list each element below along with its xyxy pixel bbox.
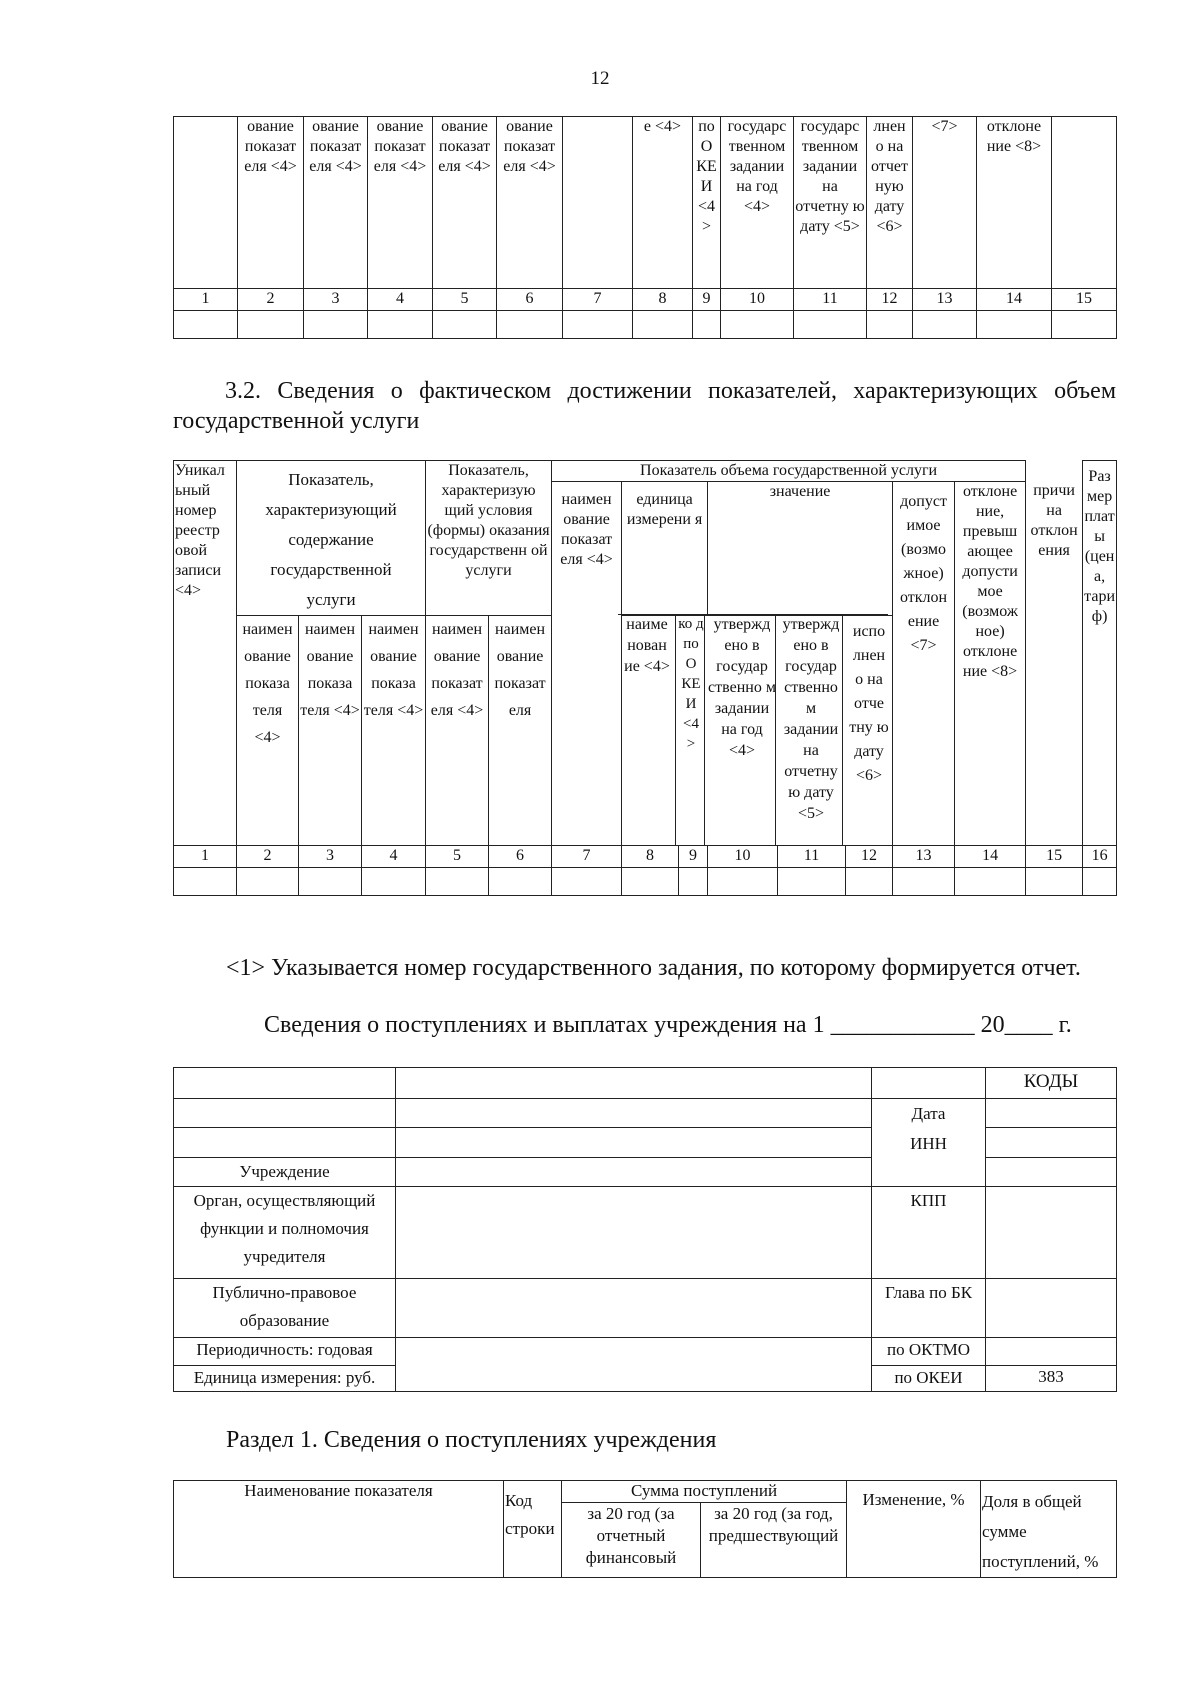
bk-chapter-code (986, 1279, 1117, 1338)
approved-date-sub: утвержд ено в государ ственно м задании на отчетну ю дату <5> (782, 616, 840, 822)
volume-indicator-header: Показатель объема государственной услуги (552, 461, 1026, 482)
col-number: 7 (563, 289, 633, 311)
unit-header: единица измерени я (622, 482, 708, 616)
bk-chapter-label: Глава по БК (872, 1279, 986, 1338)
kpp-label: КПП (872, 1187, 986, 1279)
data-cell (563, 311, 633, 339)
col-number: 11 (778, 846, 846, 868)
date-blank: ____________ (830, 1012, 975, 1038)
col-number: 13 (893, 846, 955, 868)
col-number: 3 (304, 289, 368, 311)
cell: отклоне ние <8> (977, 117, 1052, 289)
inn-code (986, 1128, 1117, 1158)
receipts-title-text: Сведения о поступлениях и выплатах учреждения на 1 (264, 1012, 825, 1038)
col-number: 15 (1026, 846, 1083, 868)
cell (396, 1128, 872, 1158)
col-number: 5 (433, 289, 497, 311)
section-1-title: Раздел 1. Сведения о поступлениях учреждения (226, 1427, 717, 1453)
cell: <7> (913, 117, 977, 289)
data-cell (794, 311, 867, 339)
share-header: Доля в общей сумме поступлений, % (981, 1481, 1117, 1578)
founder-label: Орган, осуществляющий функции и полномочия учредителя (174, 1187, 396, 1279)
conditions-sub-header: наимен ование показат еля <4> (426, 616, 489, 846)
allowed-deviation-header: допуст имое (возмо жное) отклон ение <7> (893, 482, 955, 846)
col-number: 14 (977, 289, 1052, 311)
periodicity-label: Периодичность: годовая (174, 1338, 396, 1366)
date-label: Дата (872, 1099, 986, 1128)
unit-value-subcells (619, 614, 887, 845)
col-number: 7 (552, 846, 622, 868)
col-number: 15 (1052, 289, 1117, 311)
cell (986, 1158, 1117, 1187)
content-indicator-header: Показатель, характеризующий содержание государственной услуги (237, 461, 426, 616)
value-header: значение (708, 482, 893, 616)
reason-header (1026, 461, 1083, 846)
line-code-header: Код строки (504, 1481, 562, 1578)
cell: ование показат еля <4> (497, 117, 563, 289)
sum-prev-header: за 20 год (за год, предшествующий (701, 1503, 847, 1578)
page-number: 12 (590, 68, 610, 89)
data-cell (977, 311, 1052, 339)
cell (396, 1366, 872, 1392)
cell (174, 117, 238, 289)
data-cell (708, 868, 778, 896)
data-cell (1026, 868, 1083, 896)
cell (563, 117, 633, 289)
year-suffix: г. (1058, 1012, 1072, 1038)
data-cell (174, 311, 238, 339)
codes-table (173, 1067, 1117, 1392)
data-cell (552, 868, 622, 896)
col-number: 16 (1083, 846, 1117, 868)
data-cell (622, 868, 679, 896)
quality-indicators-table (173, 116, 1117, 339)
data-cell (1083, 868, 1117, 896)
date-code (986, 1099, 1117, 1128)
approved-year-sub: утвержд ено в государ ственно м задании на год <4> (708, 616, 776, 759)
col-number: 9 (693, 289, 721, 311)
cell (396, 1068, 872, 1099)
col-number: 6 (497, 289, 563, 311)
sub-rule (842, 614, 843, 846)
cell: государс твенном задании на год <4> (721, 117, 794, 289)
data-cell (433, 311, 497, 339)
inn-label: ИНН (872, 1128, 986, 1158)
col-number: 1 (174, 289, 238, 311)
data-cell (1052, 311, 1117, 339)
receipts-sum-header: Сумма поступлений (562, 1481, 847, 1503)
done-sub: испо лнен о на отче тну ю дату <6> (849, 623, 889, 784)
unit-label: Единица измерения: руб. (174, 1366, 396, 1392)
col-number: 8 (622, 846, 679, 868)
sum-current-header: за 20 год (за отчетный финансовый (562, 1503, 701, 1578)
oktmo-label: по ОКТМО (872, 1338, 986, 1366)
data-cell (426, 868, 489, 896)
col-number: 5 (426, 846, 489, 868)
data-cell (778, 868, 846, 896)
col-number: 4 (362, 846, 426, 868)
data-cell (362, 868, 426, 896)
okei-label: по ОКЕИ (872, 1366, 986, 1392)
cell (396, 1187, 872, 1279)
col-number: 6 (489, 846, 552, 868)
col-number: 13 (913, 289, 977, 311)
conditions-indicator-header: Показатель, характеризую щий условия (формы) оказания государственн ой услуги (426, 461, 552, 616)
unique-number-header: Уникал ьный номер реестр овой записи <4> (174, 461, 237, 846)
col-number: 8 (633, 289, 693, 311)
cell: по О КЕ И <4 > (693, 117, 721, 289)
col-number: 9 (679, 846, 708, 868)
data-cell (489, 868, 552, 896)
data-cell (679, 868, 708, 896)
data-cell (913, 311, 977, 339)
col-number: 10 (721, 289, 794, 311)
data-cell (237, 868, 299, 896)
col-number: 12 (846, 846, 893, 868)
col-number: 4 (368, 289, 433, 311)
cell (872, 1068, 986, 1099)
content-sub-header: наимен ование показа теля <4> (299, 616, 362, 846)
footnote: <1> Указывается номер государственного задания, по которому формируется отчет. (226, 955, 1081, 981)
size-header: Раз мер плат ы (цен а, тари ф) (1083, 461, 1117, 846)
okei-code: 383 (986, 1366, 1117, 1392)
public-entity-label: Публично-правовое образование (174, 1279, 396, 1338)
unit-name-sub: наиме нован ие <4> (624, 616, 670, 675)
col-number: 11 (794, 289, 867, 311)
col-number: 10 (708, 846, 778, 868)
content-sub-header: наимен ование показа теля <4> (237, 616, 299, 846)
data-cell (304, 311, 368, 339)
data-cell (867, 311, 913, 339)
unit-code-sub: ко д по О КЕ И <4 > (678, 616, 704, 752)
data-cell (846, 868, 893, 896)
data-cell (721, 311, 794, 339)
data-cell (693, 311, 721, 339)
cell (1052, 117, 1117, 289)
indicator-name-header: Наименование показателя (174, 1481, 504, 1578)
col-number: 14 (955, 846, 1026, 868)
cell: лнен о на отчет ную дату <6> (867, 117, 913, 289)
data-cell (893, 868, 955, 896)
content-sub-header: наимен ование показа теля <4> (362, 616, 426, 846)
cell: ование показат еля <4> (304, 117, 368, 289)
name-header: наимен ование показат еля <4> (552, 482, 622, 846)
col-number: 12 (867, 289, 913, 311)
cell (396, 1099, 872, 1128)
cell (396, 1158, 872, 1187)
sub-rule (704, 614, 705, 846)
sub-rule (675, 614, 676, 846)
cell (872, 1158, 986, 1187)
data-cell (955, 868, 1026, 896)
data-cell (633, 311, 693, 339)
cell: государс твенном задании на отчетну ю дату <5> (794, 117, 867, 289)
institution-label: Учреждение (174, 1158, 396, 1187)
sub-rule (775, 614, 776, 846)
cell (396, 1338, 872, 1366)
data-cell (368, 311, 433, 339)
cell: ование показат еля <4> (238, 117, 304, 289)
receipts-table (173, 1480, 1117, 1578)
reason-text: причи на отклон ения (1030, 481, 1078, 559)
col-number: 3 (299, 846, 362, 868)
year-prefix: 20 (980, 1012, 1005, 1038)
cell (174, 1128, 396, 1158)
year-blank: ____ (1004, 1012, 1053, 1038)
receipts-title (264, 1010, 1144, 1040)
data-cell (174, 868, 237, 896)
exceeding-deviation-header: отклоне ние, превыш ающее допусти мое (возмож ное) отклоне ние <8> (955, 482, 1026, 846)
cell: ование показат еля <4> (433, 117, 497, 289)
section-3-2-title: 3.2. Сведения о фактическом достижении показателей, характеризующих объем государственной услуги (173, 378, 1116, 434)
codes-header: КОДЫ (986, 1068, 1117, 1099)
data-cell (299, 868, 362, 896)
cell (174, 1099, 396, 1128)
data-cell (238, 311, 304, 339)
data-cell (497, 311, 563, 339)
col-number: 2 (238, 289, 304, 311)
kpp-code (986, 1187, 1117, 1279)
col-number: 1 (174, 846, 237, 868)
cell: ование показат еля <4> (368, 117, 433, 289)
sub-rule-top (618, 614, 888, 615)
oktmo-code (986, 1338, 1117, 1366)
cell (174, 1068, 396, 1099)
conditions-sub-header: наимен ование показат еля (489, 616, 552, 846)
col-number: 2 (237, 846, 299, 868)
change-header: Изменение, % (847, 1481, 981, 1578)
cell: е <4> (633, 117, 693, 289)
cell (396, 1279, 872, 1338)
